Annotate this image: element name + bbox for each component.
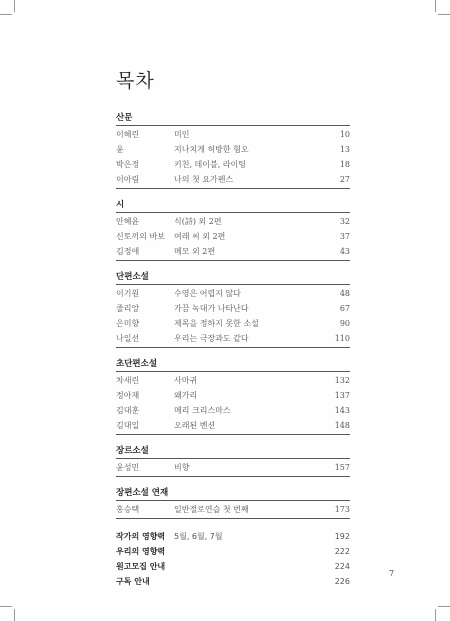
crop-mark-bottom-right-h	[438, 606, 450, 607]
toc-entry	[116, 502, 350, 517]
toc-entry	[116, 316, 350, 331]
entry-author: 이혜린	[116, 130, 140, 139]
entry-work: 제목을 정하지 못한 소설	[174, 319, 259, 328]
entry-page: 157	[334, 463, 350, 472]
toc-entry	[116, 574, 350, 589]
toc-section	[116, 487, 350, 519]
entry-author: 이기원	[116, 289, 140, 298]
toc-entry	[116, 388, 350, 403]
crop-mark-top-left	[14, 0, 15, 12]
toc-entry	[116, 403, 350, 418]
toc-entry	[116, 286, 350, 301]
crop-mark-bottom-right	[435, 609, 436, 621]
entry-author: 홍승택	[116, 505, 140, 514]
entry-author: 정아재	[116, 391, 140, 400]
entry-page: 143	[334, 406, 350, 415]
toc-entry	[116, 172, 350, 187]
toc-section	[116, 271, 350, 348]
entry-page: 173	[334, 505, 350, 514]
entry-label: 구독 안내	[116, 577, 150, 586]
entry-author: 윤성민	[116, 463, 140, 472]
section-divider	[116, 347, 350, 348]
entry-page: 132	[334, 376, 350, 385]
entry-author: 김대일	[116, 421, 140, 430]
entry-page: 48	[339, 289, 350, 298]
section-divider	[116, 518, 350, 519]
entry-work: 메모 외 2편	[174, 247, 216, 256]
entry-page: 37	[339, 232, 350, 241]
section-divider	[116, 434, 350, 435]
toc-entry	[116, 229, 350, 244]
entry-author: 나일선	[116, 334, 140, 343]
entry-author: 김대훈	[116, 406, 140, 415]
crop-mark-top-left-h	[0, 14, 12, 15]
entry-author: 차새린	[116, 376, 140, 385]
entry-label: 작가의 영향력	[116, 532, 166, 541]
toc-section	[116, 112, 350, 189]
entry-page: 13	[339, 145, 350, 154]
entry-work: 식(詩) 외 2편	[174, 217, 222, 226]
entry-page: 18	[339, 160, 350, 169]
entry-page: 222	[334, 547, 350, 556]
section-heading: 장르소설	[116, 445, 350, 459]
entry-work: 지나치게 허방한 혐오	[174, 145, 249, 154]
section-divider	[116, 476, 350, 477]
toc-entry	[116, 142, 350, 157]
entry-work: 미인	[174, 130, 190, 139]
entry-work: 오래된 벤션	[174, 421, 216, 430]
entry-work: 왜가리	[174, 391, 198, 400]
entry-work: 비향	[174, 463, 190, 472]
toc-entry	[116, 301, 350, 316]
entry-work: 여래 씨 외 2편	[174, 232, 226, 241]
toc-entry	[116, 529, 350, 544]
entry-detail: 5월, 6월, 7월	[174, 532, 223, 541]
table-of-contents	[116, 112, 350, 599]
toc-entry	[116, 214, 350, 229]
entry-work: 키친, 데이블, 라이팅	[174, 160, 246, 169]
entry-page: 10	[339, 130, 350, 139]
page-title: 목차	[116, 70, 155, 92]
entry-work: 사마귀	[174, 376, 198, 385]
toc-section	[116, 358, 350, 435]
entry-work: 가끔 녹대가 나타난다	[174, 304, 249, 313]
entry-author: 박은정	[116, 160, 140, 169]
entry-detail	[174, 559, 322, 574]
entry-author: 은미향	[116, 319, 140, 328]
entry-work: 수영은 어렵지 않다	[174, 289, 241, 298]
entry-author: 신토끼의 바보	[116, 232, 165, 241]
section-heading: 장편소설 연재	[116, 487, 350, 501]
section-heading: 단편소설	[116, 271, 350, 285]
toc-section	[116, 445, 350, 477]
entry-label: 우리의 영향력	[116, 547, 166, 556]
entry-author: 김정애	[116, 247, 140, 256]
entry-work: 우리는 극장과도 같다	[174, 334, 249, 343]
entry-detail	[174, 544, 322, 559]
section-heading: 시	[116, 199, 350, 213]
entry-page: 137	[334, 391, 350, 400]
toc-entry	[116, 559, 350, 574]
entry-author: 윤	[116, 145, 124, 154]
section-divider	[116, 260, 350, 261]
entry-page: 27	[339, 175, 350, 184]
toc-entry	[116, 331, 350, 346]
section-divider	[116, 188, 350, 189]
toc-entry	[116, 373, 350, 388]
toc-entry	[116, 157, 350, 172]
entry-work: 일반절로연습 첫 번째	[174, 505, 249, 514]
entry-page: 224	[334, 562, 350, 571]
entry-page: 110	[334, 334, 350, 343]
entry-page: 192	[334, 532, 350, 541]
entry-page: 67	[339, 304, 350, 313]
entry-work: 나의 첫 요가펜스	[174, 175, 234, 184]
entry-page: 32	[339, 217, 350, 226]
crop-mark-top-right	[435, 0, 436, 12]
page-number: 7	[389, 569, 395, 578]
crop-mark-top-right-h	[438, 14, 450, 15]
toc-entry	[116, 127, 350, 142]
entry-page: 148	[334, 421, 350, 430]
section-heading: 초단편소설	[116, 358, 350, 372]
entry-author: 안혜윤	[116, 217, 140, 226]
crop-mark-bottom-left-h	[0, 606, 12, 607]
entry-page: 226	[334, 577, 350, 586]
entry-page: 43	[339, 247, 350, 256]
toc-section	[116, 199, 350, 261]
toc-misc-section	[116, 529, 350, 589]
toc-entry	[116, 244, 350, 259]
entry-page: 90	[339, 319, 350, 328]
entry-author: 이아림	[116, 175, 140, 184]
entry-detail	[174, 574, 322, 589]
toc-entry	[116, 460, 350, 475]
entry-label: 원고모집 안내	[116, 562, 166, 571]
crop-mark-bottom-left	[14, 609, 15, 621]
toc-entry	[116, 544, 350, 559]
toc-entry	[116, 418, 350, 433]
entry-work: 메리 크리스마스	[174, 406, 231, 415]
section-heading: 산문	[116, 112, 350, 126]
entry-author: 줄리앙	[116, 304, 140, 313]
